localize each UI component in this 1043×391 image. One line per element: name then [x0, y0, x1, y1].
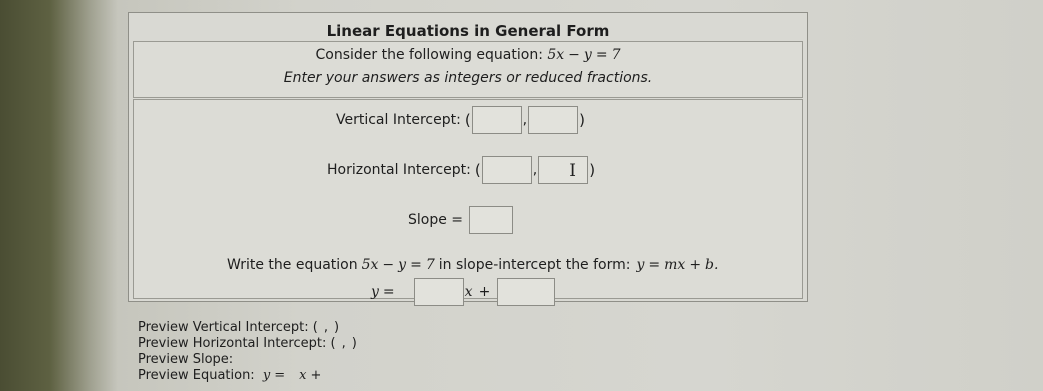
close-paren: )	[589, 161, 596, 179]
rewrite-label: Write the equation	[227, 257, 358, 273]
m-input[interactable]	[414, 278, 464, 306]
slope-row	[408, 206, 514, 234]
final-plus: +	[478, 284, 491, 300]
preview-close: )	[333, 320, 340, 335]
si-equals: =	[648, 257, 661, 273]
problem-panel	[128, 12, 808, 302]
si-y: y	[636, 257, 645, 273]
preview-vertical	[138, 320, 357, 336]
preview-y: y	[262, 368, 271, 383]
slope-input[interactable]	[469, 206, 513, 234]
final-equals: =	[382, 284, 395, 300]
final-equation-row	[371, 278, 556, 306]
comma: ,	[532, 162, 538, 178]
eq-equals: =	[595, 47, 608, 63]
eq-term-7: 7	[611, 47, 621, 63]
preview-equation-label: Preview Equation:	[138, 368, 255, 383]
horizontal-intercept-x-input[interactable]	[482, 156, 532, 184]
preview-slope: Preview Slope:	[138, 352, 234, 367]
preview-equals: =	[274, 368, 286, 383]
final-y: y	[371, 284, 379, 300]
slope-intercept-form	[636, 257, 718, 273]
rw-term-7: 7	[425, 257, 435, 273]
preview-horizontal	[138, 336, 357, 352]
eq-term-5x: 5x	[547, 47, 565, 63]
given-equation	[547, 47, 620, 63]
title-section	[133, 16, 803, 42]
instruction-text: Enter your answers as integers or reduced fractions.	[283, 70, 653, 86]
horizontal-intercept-label: Horizontal Intercept:	[327, 162, 471, 178]
comma: ,	[522, 112, 528, 128]
vertical-intercept-row	[336, 106, 585, 134]
rewrite-equation	[362, 257, 435, 273]
preview-close: )	[351, 336, 357, 351]
vertical-intercept-y-input[interactable]	[528, 106, 578, 134]
preview-vertical-label: Preview Vertical Intercept: (	[138, 320, 318, 335]
rewrite-row	[227, 257, 718, 273]
text-cursor-icon: I	[569, 161, 576, 181]
horizontal-intercept-y-input[interactable]	[538, 156, 588, 184]
open-paren: (	[464, 111, 471, 129]
eq-term-y: y	[583, 47, 592, 63]
final-x: x	[464, 284, 473, 300]
vertical-intercept-x-input[interactable]	[472, 106, 522, 134]
b-input[interactable]	[497, 278, 555, 306]
open-paren: (	[474, 161, 481, 179]
consider-label: Consider the following equation:	[315, 47, 543, 63]
close-paren: )	[579, 111, 585, 129]
slope-label: Slope =	[408, 212, 464, 228]
preview-panel	[138, 320, 357, 384]
si-plus: +	[689, 257, 702, 273]
rw-term-y: y	[398, 257, 407, 273]
preview-horizontal-label: Preview Horizontal Intercept: (	[138, 336, 336, 351]
consider-line	[134, 47, 802, 63]
rw-minus: −	[382, 257, 395, 273]
rw-term-5x: 5x	[361, 257, 379, 273]
preview-comma: ,	[323, 320, 328, 335]
vertical-intercept-label: Vertical Intercept:	[336, 112, 461, 128]
prompt-section	[133, 41, 803, 98]
problem-title: Linear Equations in General Form	[326, 22, 610, 40]
horizontal-intercept-row	[327, 156, 595, 184]
preview-x: x	[299, 368, 307, 383]
answer-section	[133, 99, 803, 299]
preview-comma: ,	[341, 336, 346, 351]
preview-plus: +	[310, 368, 322, 383]
eq-minus: −	[568, 47, 580, 63]
preview-equation	[138, 368, 357, 384]
rewrite-mid-text: in slope-intercept the form:	[438, 257, 631, 273]
rw-equals: =	[410, 257, 422, 273]
si-b: b.	[705, 257, 719, 273]
si-mx: mx	[664, 257, 686, 273]
